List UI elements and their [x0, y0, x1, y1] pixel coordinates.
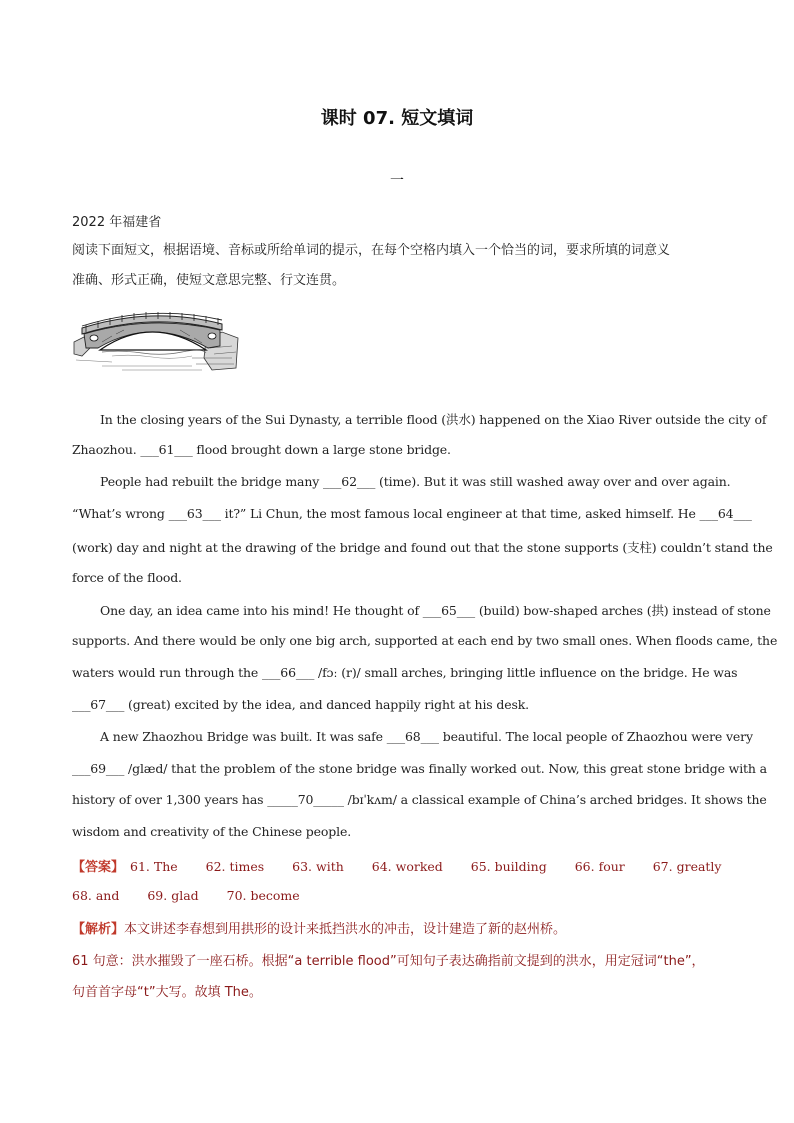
analysis-label: 【解析】	[72, 922, 125, 937]
answer-item: 62. times	[205, 859, 265, 874]
answer-item: 66. four	[574, 859, 625, 874]
passage-line: Zhaozhou. ___61___ flood brought down a large stone bridge.	[72, 442, 451, 457]
passage-line: A new Zhaozhou Bridge was built. It was safe ___68___ beautiful. The local people of Zhaozhou were very	[100, 729, 753, 744]
passage-line: “What’s wrong ___63___ it?” Li Chun, the most famous local engineer at that time, asked himself. He ___64___	[72, 506, 752, 521]
answer-item: 69. glad	[147, 888, 199, 903]
answer-item: 70. become	[226, 888, 300, 903]
passage-line: ___69___ /glæd/ that the problem of the stone bridge was finally worked out. Now, this great stone bridge with a	[72, 761, 767, 776]
stone-arch-bridge-illustration-icon	[72, 298, 240, 372]
passage-line: (work) day and night at the drawing of the bridge and found out that the stone supports (支柱) couldn’t stand the	[72, 540, 773, 555]
answer-item: 64. worked	[371, 859, 443, 874]
source-label: 2022 年福建省	[72, 215, 162, 230]
analysis-note-line: 61 句意：洪水摧毁了一座石桥。根据“a terrible flood”可知句子表达确指前文提到的洪水，用定冠词“the”，	[72, 954, 705, 969]
passage-line: One day, an idea came into his mind! He thought of ___65___ (build) bow-shaped arches (拱) instead of stone	[100, 603, 771, 618]
answer-row-1	[72, 856, 732, 875]
answer-item: 65. building	[470, 859, 547, 874]
analysis-summary-text: 本文讲述李春想到用拱形的设计来抵挡洪水的冲击，设计建造了新的赵州桥。	[124, 922, 567, 937]
answer-row-2	[72, 888, 732, 903]
instructions-line-2: 准确、形式正确，使短文意思完整、行文连贯。	[72, 273, 346, 288]
answer-item: 63. with	[292, 859, 344, 874]
section-mark: 一	[390, 173, 404, 189]
passage-line: waters would run through the ___66___ /fɔː (r)/ small arches, bringing little influence on the bridge. He was	[72, 665, 738, 680]
instructions-line-1: 阅读下面短文，根据语境、音标或所给单词的提示，在每个空格内填入一个恰当的词，要求所填的词意义	[72, 243, 671, 258]
passage-line: history of over 1,300 years has _____70_____ /bɪˈkʌm/ a classical example of China’s arched bridges. It shows the	[72, 792, 767, 807]
passage-line: People had rebuilt the bridge many ___62___ (time). But it was still washed away over and over again.	[100, 474, 731, 489]
answer-item: 68. and	[72, 888, 120, 903]
answer-label: 【答案】	[72, 860, 125, 875]
answer-item: 61. The	[130, 859, 178, 874]
passage-line: wisdom and creativity of the Chinese people.	[72, 824, 352, 839]
passage-line: supports. And there would be only one big arch, supported at each end by two small ones. When floods came, the	[72, 633, 778, 648]
answer-item: 67. greatly	[652, 859, 722, 874]
passage-line: In the closing years of the Sui Dynasty, a terrible flood (洪水) happened on the Xiao River outside the city of	[100, 412, 767, 427]
passage-line: ___67___ (great) excited by the idea, and danced happily right at his desk.	[72, 697, 529, 712]
analysis-summary	[72, 918, 732, 937]
analysis-note-line: 句首首字母“t”大写。故填 The。	[72, 985, 262, 1000]
page-title: 课时 07. 短文填词	[320, 108, 474, 129]
passage-line: force of the flood.	[72, 570, 182, 585]
